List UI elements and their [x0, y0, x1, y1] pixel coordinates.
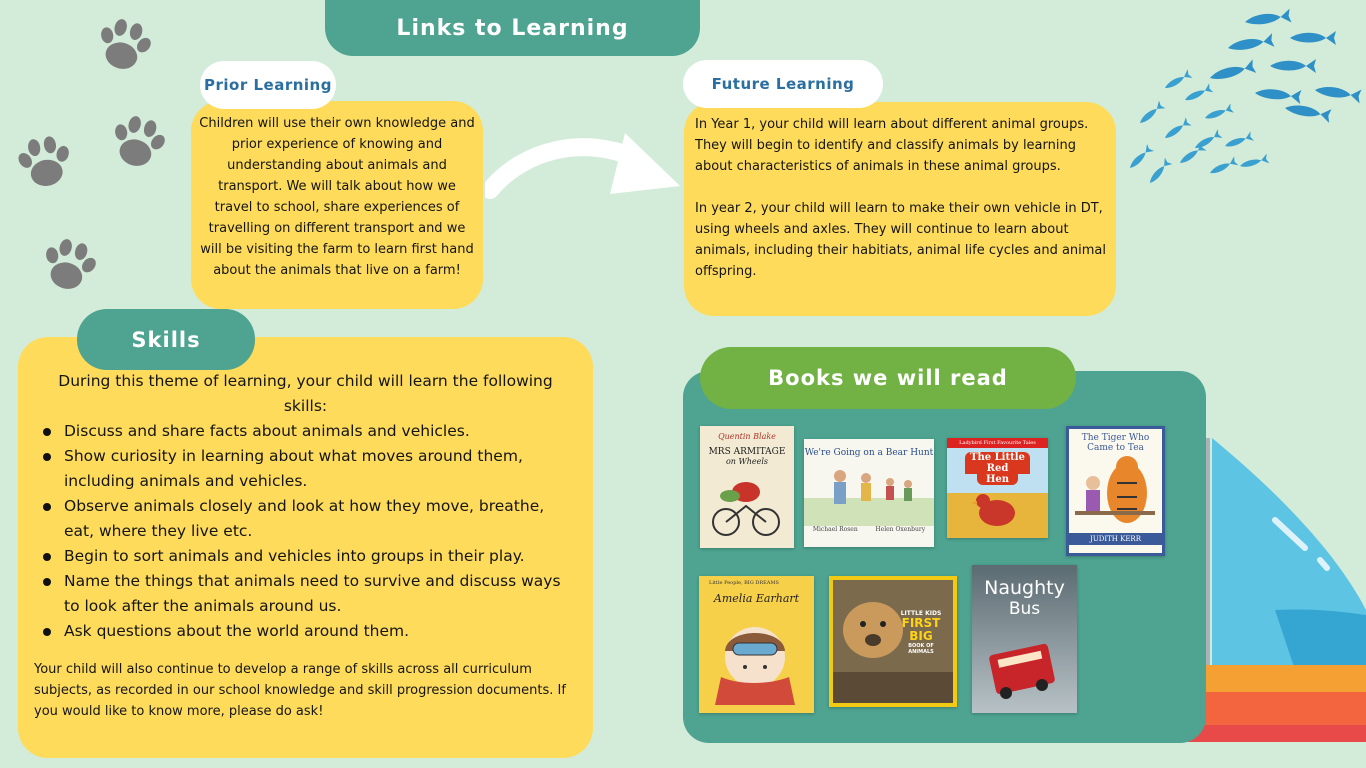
book-author: Quentin Blake — [718, 432, 776, 441]
book-subtitle: Hen — [977, 474, 1018, 485]
skills-intro: During this theme of learning, your child will learn the following skills: — [58, 372, 553, 415]
paw-print-icon — [13, 133, 76, 190]
book-title: The Tiger Who — [1081, 433, 1150, 443]
book-title: We're Going on a Bear Hunt — [804, 448, 934, 458]
book-illustration — [700, 466, 794, 546]
book-cover-little-red-hen[interactable] — [947, 438, 1048, 538]
books-heading: Books we will read — [700, 347, 1076, 409]
prior-learning-heading: Prior Learning — [200, 61, 336, 109]
list-item: Name the things that animals need to survive and discuss ways to look after the animals around us. — [40, 569, 577, 619]
book-subtitle: Came to Tea — [1087, 443, 1144, 453]
book-illustrator: Helen Oxenbury — [875, 526, 926, 533]
book-subtitle: Bus — [1008, 599, 1041, 619]
book-cover-mrs-armitage[interactable] — [700, 426, 794, 548]
prior-learning-text: Children will use their own knowledge and prior experience of knowing and understanding about animals and transport. We will talk about how we travel to school, share experiences of travelling on different transport and we will be visiting the farm to learn first hand about the animals that live on a farm! — [199, 116, 475, 278]
book-subtitle: on Wheels — [725, 457, 769, 466]
book-title: MRS ARMITAGE — [708, 447, 786, 457]
book-author: JUDITH KERR — [1069, 533, 1162, 545]
book-author: Michael Rosen — [812, 526, 858, 533]
future-learning-paragraph: In Year 1, your child will learn about different animal groups. They will begin to identify and classify animals by learning about characteristics of animals in these animal groups. — [695, 117, 1089, 174]
page-title: Links to Learning — [325, 0, 700, 56]
book-illustration — [804, 458, 934, 526]
future-learning-paragraph: In year 2, your child will learn to make their own vehicle in DT, using wheels and axles. They will continue to learn about animals, including their habitiats, animal life cycles and animal offspring. — [695, 201, 1107, 279]
list-item: Ask questions about the world around them. — [40, 619, 577, 644]
book-series: Little People, BIG DREAMS — [709, 580, 779, 586]
paw-prints-decoration — [0, 0, 180, 310]
book-subtitle: BOOK OF ANIMALS — [908, 643, 934, 655]
paw-print-icon — [105, 111, 171, 172]
book-cover-naughty-bus[interactable] — [972, 565, 1077, 713]
book-title: Amelia Earhart — [713, 592, 800, 605]
book-title: The Little Red — [965, 452, 1030, 474]
book-cover-first-big-book-of-animals[interactable] — [829, 576, 957, 707]
skills-list — [40, 419, 577, 644]
list-item: Observe animals closely and look at how they move, breathe, eat, where they live etc. — [40, 494, 577, 544]
fish-school-icon — [1110, 8, 1366, 198]
book-cover-bear-hunt[interactable] — [804, 439, 934, 547]
list-item: Begin to sort animals and vehicles into groups in their play. — [40, 544, 577, 569]
arrow-icon — [485, 128, 685, 208]
book-illustration — [972, 619, 1077, 709]
skills-heading: Skills — [77, 309, 255, 370]
book-series: LITTLE KIDS — [900, 610, 942, 617]
book-illustration — [699, 605, 814, 705]
book-cover-amelia-earhart[interactable] — [699, 576, 814, 713]
list-item: Show curiosity in learning about what moves around them, including animals and vehicles. — [40, 444, 577, 494]
future-learning-box — [684, 102, 1116, 316]
skills-footer: Your child will also continue to develop a range of skills across all curriculum subjects, as recorded in our school knowledge and skill progression documents. If you would like to know more, please do ask! — [34, 662, 566, 719]
skills-box — [18, 337, 593, 758]
book-title: Naughty — [984, 577, 1065, 599]
book-illustration — [1069, 453, 1162, 529]
future-learning-heading: Future Learning — [683, 60, 883, 108]
book-cover-tiger-who-came-to-tea[interactable] — [1066, 426, 1165, 556]
prior-learning-box — [191, 101, 483, 309]
list-item: Discuss and share facts about animals and vehicles. — [40, 419, 577, 444]
paw-print-icon — [91, 14, 157, 75]
book-title: FIRST BIG — [901, 616, 941, 643]
book-illustration — [947, 485, 1048, 531]
book-series: Ladybird First Favourite Tales — [947, 438, 1048, 448]
paw-print-icon — [36, 234, 102, 295]
